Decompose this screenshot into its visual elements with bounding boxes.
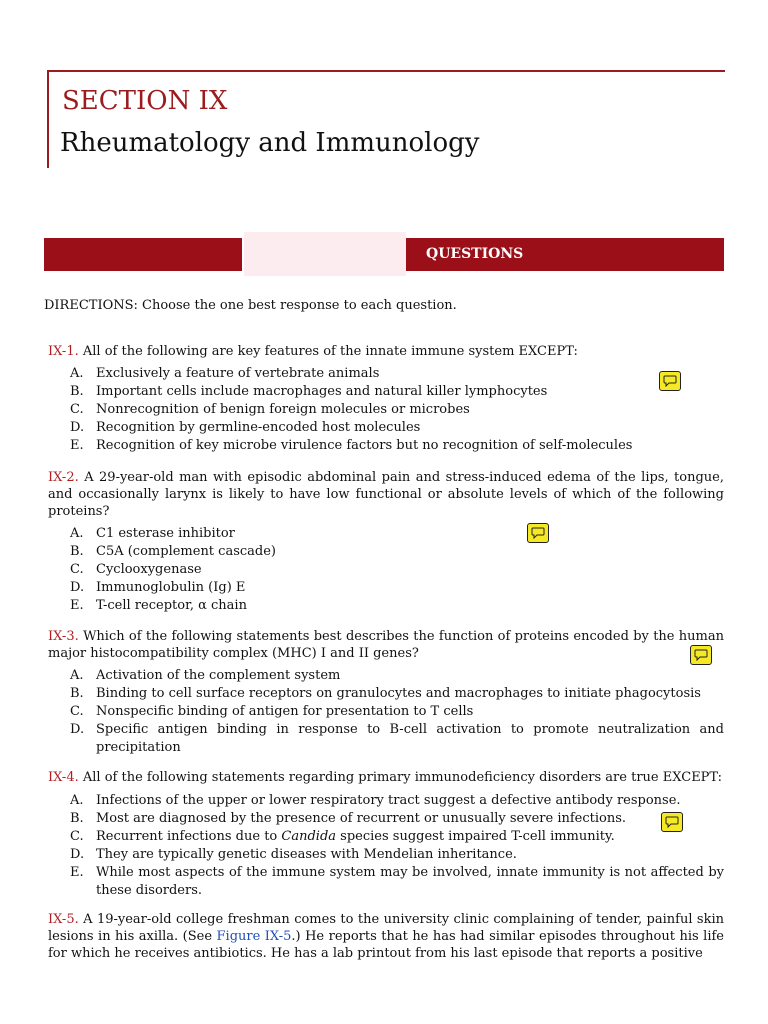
question-stem: A 29-year-old man with episodic abdominal pain and stress-induced edema of the lips, tongue, and occasionally larynx is likely to have low functional or absolute levels of which of the following proteins? — [48, 470, 724, 519]
question-ix-4 — [48, 769, 724, 786]
option-d: D. Immunoglobulin (Ig) E — [70, 580, 246, 595]
comment-note-icon[interactable] — [659, 371, 681, 391]
question-number: IX-4. — [48, 770, 79, 785]
options-ix-1 — [70, 365, 724, 455]
option-a: A. Exclusively a feature of vertebrate animals — [70, 366, 380, 381]
section-top-rule — [47, 70, 725, 72]
option-c: C. Cyclooxygenase — [70, 562, 202, 577]
option-d: D. Specific antigen binding in response to B-cell activation to promote neutralization and precipitation — [70, 722, 724, 755]
question-number: IX-2. — [48, 470, 79, 485]
section-label: SECTION IX — [62, 86, 228, 116]
option-b: B. C5A (complement cascade) — [70, 544, 276, 559]
option-d: D. Recognition by germline-encoded host molecules — [70, 420, 421, 435]
options-ix-3 — [70, 667, 724, 757]
option-e: E. Recognition of key microbe virulence factors but no recognition of self-molecules — [70, 438, 633, 453]
questions-header: QUESTIONS — [406, 238, 724, 271]
question-ix-5: IX-5. A 19-year-old college freshman comes to the university clinic complaining of tender, painful skin lesions in his axilla. (See Figure IX-5.) He reports that he has had similar episodes throughout his life for which he receives antibiotics. He has a lab printout from his last episode that reports a positive — [48, 912, 724, 961]
questions-bar-left — [44, 238, 242, 271]
comment-note-icon[interactable] — [690, 645, 712, 665]
section-title: Rheumatology and Immunology — [60, 128, 480, 158]
options-ix-2 — [70, 525, 724, 615]
section-left-rule — [47, 70, 49, 168]
question-ix-2 — [48, 469, 724, 520]
comment-note-icon[interactable] — [661, 812, 683, 832]
option-a: A. C1 esterase inhibitor — [70, 526, 235, 541]
question-stem: Which of the following statements best describes the function of proteins encoded by the human major histocompatibility complex (MHC) I and II genes? — [48, 629, 724, 661]
option-a: A. Activation of the complement system — [70, 668, 341, 683]
option-d: D. They are typically genetic diseases with Mendelian inheritance. — [70, 847, 517, 862]
question-number: IX-5. — [48, 912, 79, 927]
question-stem: All of the following statements regarding primary immunodeficiency disorders are true EXCEPT: — [82, 770, 723, 785]
option-e: E. While most aspects of the immune system may be involved, innate immunity is not affected by these disorders. — [70, 865, 724, 898]
question-number: IX-3. — [48, 629, 79, 644]
option-a: A. Infections of the upper or lower respiratory tract suggest a defective antibody response. — [70, 793, 681, 808]
questions-bar-gap — [244, 232, 406, 276]
question-ix-1 — [48, 343, 724, 360]
option-b: B. Binding to cell surface receptors on granulocytes and macrophages to initiate phagocytosis — [70, 686, 701, 701]
question-stem: All of the following are key features of the innate immune system EXCEPT: — [82, 344, 578, 359]
option-b: B. Important cells include macrophages and natural killer lymphocytes — [70, 384, 548, 399]
option-c: C. Nonrecognition of benign foreign molecules or microbes — [70, 402, 470, 417]
option-b: B. Most are diagnosed by the presence of recurrent or unusually severe infections. — [70, 811, 627, 826]
question-number: IX-1. — [48, 344, 79, 359]
directions-text: DIRECTIONS: Choose the one best response to each question. — [44, 298, 457, 313]
comment-note-icon[interactable] — [527, 523, 549, 543]
option-c: C. Recurrent infections due to Candida species suggest impaired T-cell immunity. — [70, 829, 615, 844]
option-c: C. Nonspecific binding of antigen for presentation to T cells — [70, 704, 474, 719]
question-ix-3 — [48, 628, 724, 662]
options-ix-4 — [70, 792, 724, 900]
figure-link[interactable]: Figure IX-5 — [216, 929, 292, 944]
option-e: E. T-cell receptor, α chain — [70, 598, 247, 613]
